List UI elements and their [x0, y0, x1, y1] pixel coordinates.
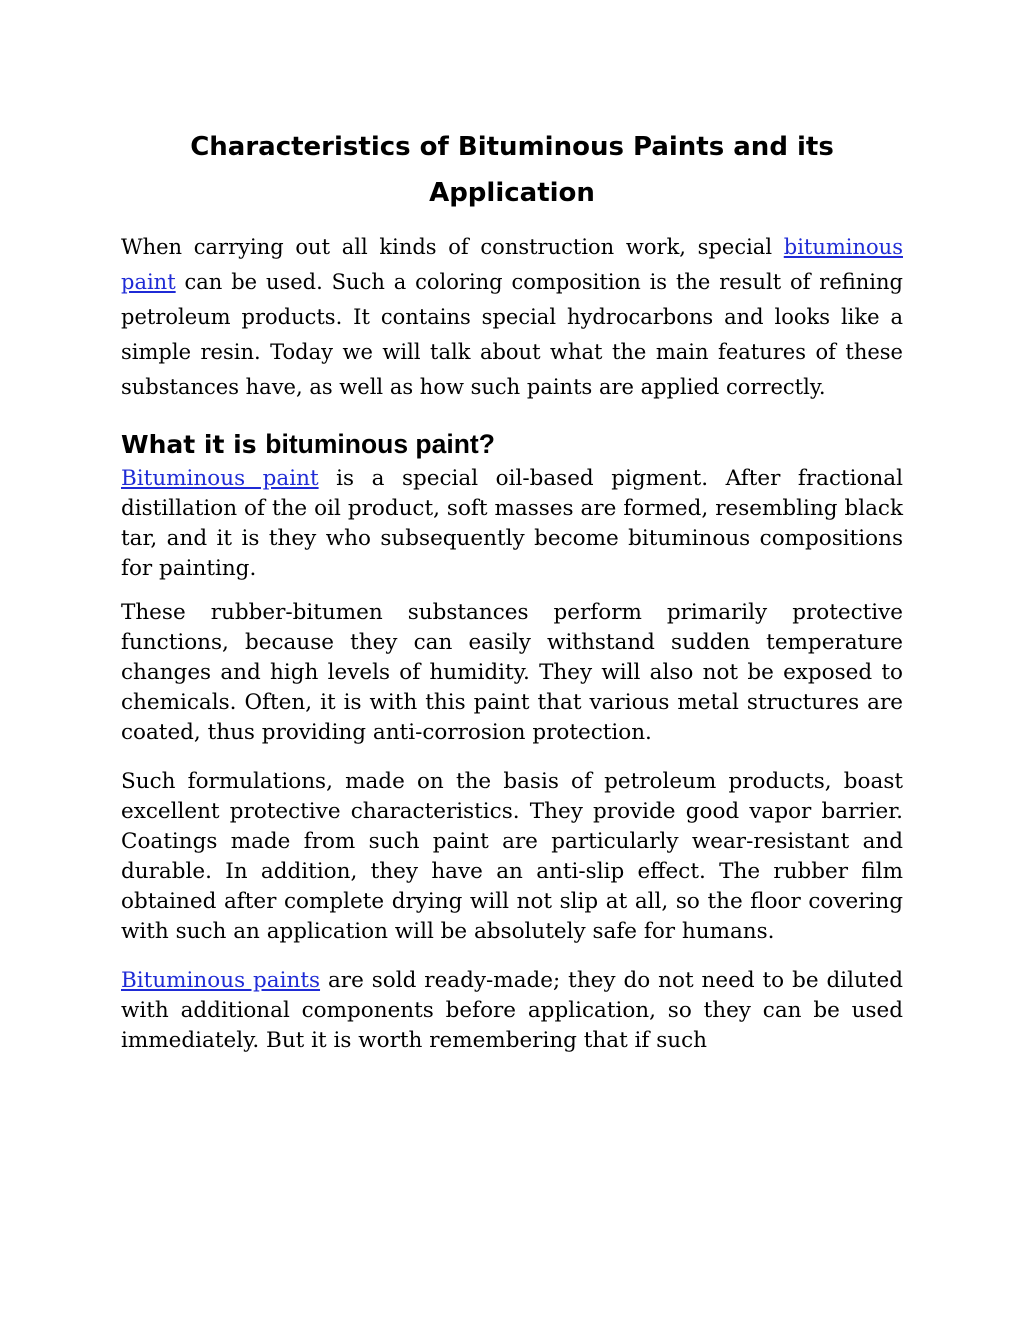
bituminous-paint-definition-link[interactable]: Bituminous paint: [121, 466, 319, 491]
document-page: [121, 124, 903, 1056]
paragraph-characteristics: Such formulations, made on the basis of petroleum products, boast excellent protective characteristics. They provide good vapor barrier. Coatings made from such paint are particularly wear-resistant and durable. In addition, they have an anti-slip effect. The rubber film obtained after complete drying will not slip at all, so the floor covering with such an application will be absolutely safe for humans.: [121, 769, 903, 944]
paragraph-protective-functions: These rubber-bitumen substances perform primarily protective functions, because they can easily withstand sudden temperature changes and high levels of humidity. They will also not be exposed to chemicals. Often, it is with this paint that various metal structures are coated, thus providing anti-corrosion protection.: [121, 600, 903, 745]
bituminous-paints-link[interactable]: Bituminous paints: [121, 968, 321, 993]
paragraph-definition: [121, 464, 903, 584]
title-line-2: Application: [429, 178, 595, 208]
ready-made-text: are sold ready-made; they do not need to be diluted with additional components before application, so they can be used immediately. But it is worth remembering that if such: [121, 968, 903, 1053]
section-heading: [121, 429, 903, 460]
bituminous-paint-link[interactable]: bituminous paint: [121, 235, 903, 294]
heading-part-1: What it is: [121, 430, 266, 459]
paragraph-ready-made: [121, 966, 903, 1056]
title-line-1: Characteristics of Bituminous Paints and its: [190, 132, 834, 162]
document-title: [121, 124, 903, 216]
heading-part-2: bituminous paint?: [265, 429, 495, 459]
intro-text-after: can be used. Such a coloring composition is the result of refining petroleum products. It contains special hydrocarbons and looks like a simple resin. Today we will talk about what the main features of these substances have, as well as how such paints are applied correctly.: [121, 270, 903, 399]
definition-text: is a special oil-based pigment. After fractional distillation of the oil product, soft masses are formed, resembling black tar, and it is they who subsequently become bituminous compositions for painting.: [121, 466, 903, 581]
intro-text-before: When carrying out all kinds of construction work, special: [121, 235, 784, 259]
intro-paragraph: [121, 230, 903, 405]
